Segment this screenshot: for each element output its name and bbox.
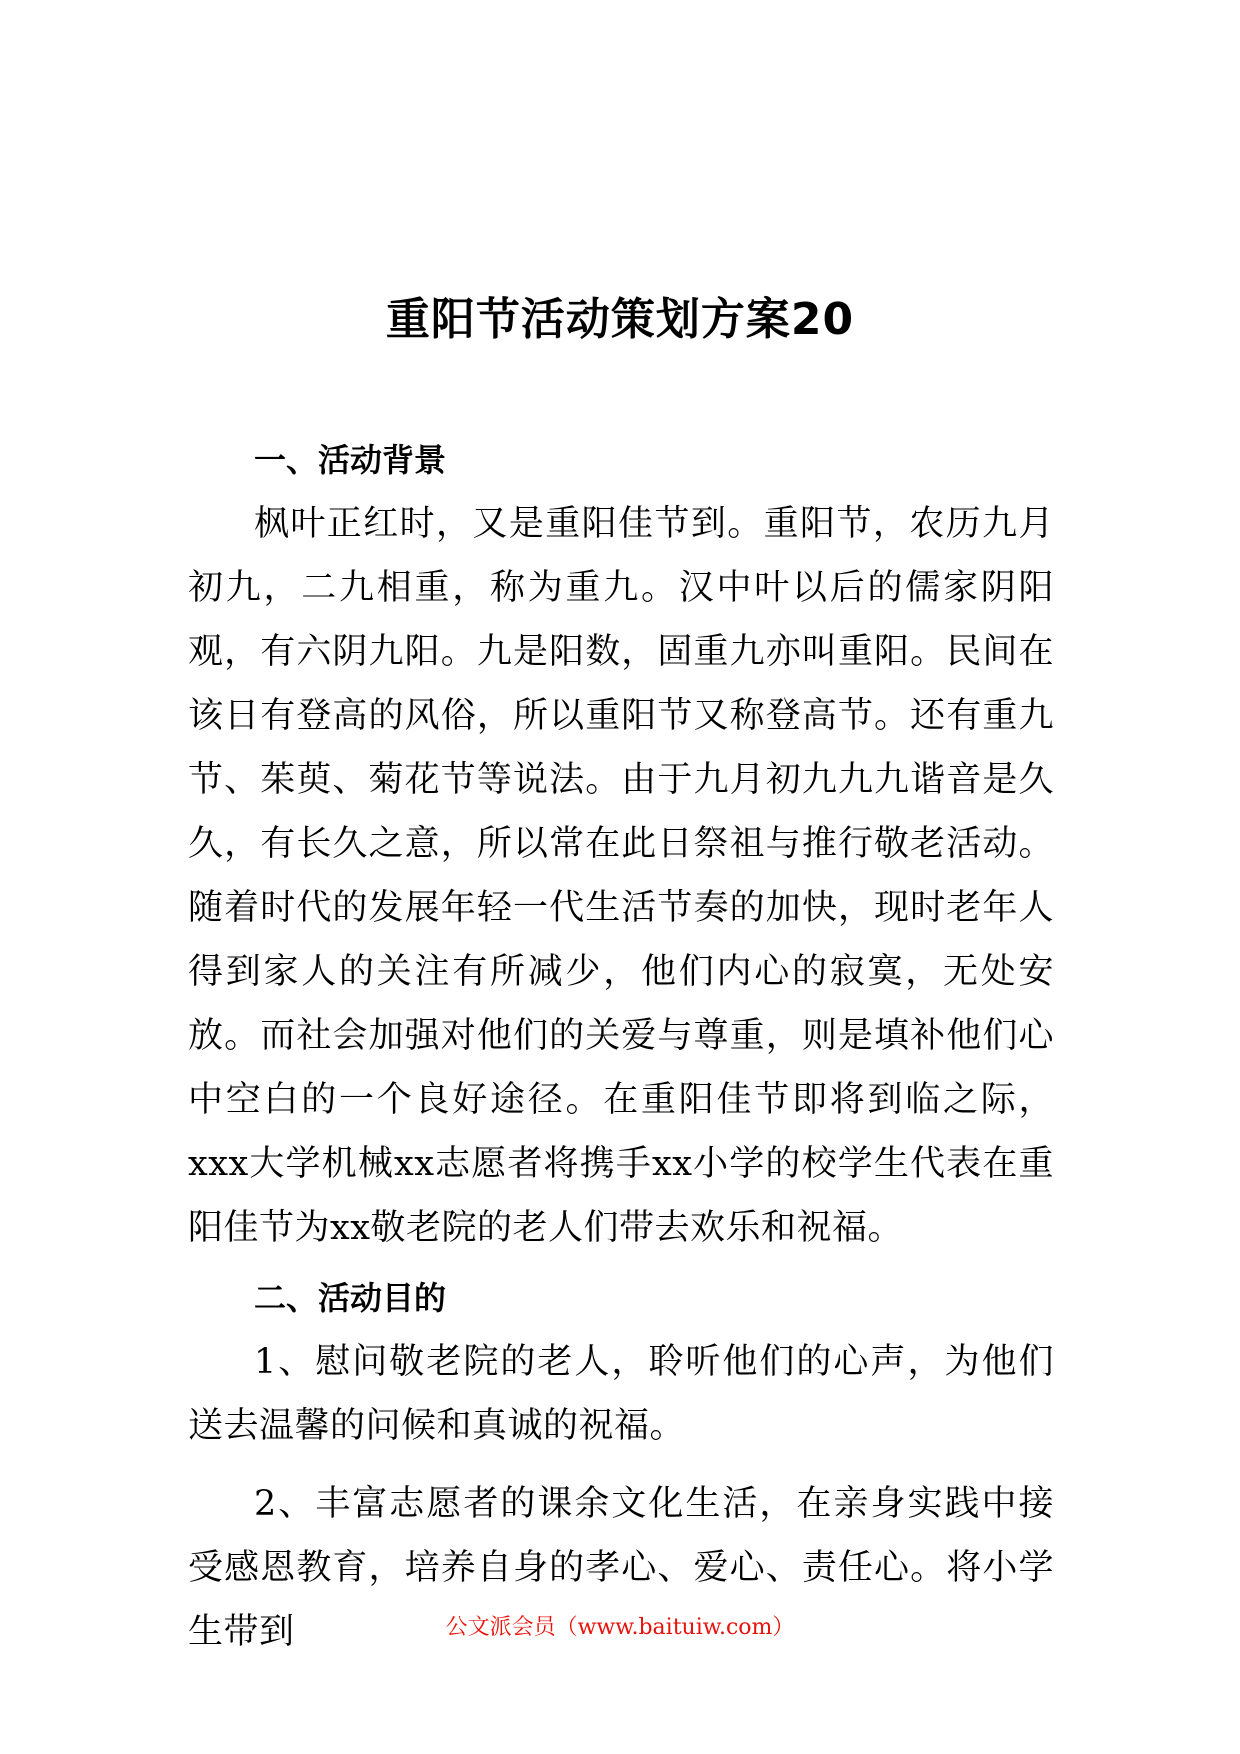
paragraph-purpose-1: 1、慰问敬老院的老人，聆听他们的心声，为他们送去温馨的问候和真诚的祝福。 (188, 1342, 1054, 1446)
footer-watermark: 公文派会员（www.baituiw.com） (445, 1615, 795, 1640)
paragraph-background: 枫叶正红时，又是重阳佳节到。重阳节，农历九月初九，二九相重，称为重九。汉中叶以后的儒家阴阳观，有六阴九阳。九是阳数，固重九亦叫重阳。民间在该日有登高的风俗，所以重阳节又称登高节。还有重九节、茱萸、菊花节等说法。由于九月初九九九谐音是久久，有长久之意，所以常在此日祭祖与推行敬老活动。随着时代的发展年轻一代生活节奏的加快，现时老年人得到家人的关注有所减少，他们内心的寂寞，无处安放。而社会加强对他们的关爱与尊重，则是填补他们心中空白的一个良好途径。在重阳佳节即将到临之际，xxx大学机械xx志愿者将携手xx小学的校学生代表在重阳佳节为xx敬老院的老人们带去欢乐和祝福。 (188, 504, 1054, 1248)
section-heading-purpose: 二、活动目的 (254, 1279, 447, 1317)
section-heading-background: 一、活动背景 (254, 441, 447, 479)
document-body (188, 428, 1054, 1664)
document-title: 重阳节活动策划方案20 (385, 294, 855, 345)
paragraph-purpose-2: 2、丰富志愿者的课余文化生活，在亲身实践中接受感恩教育，培养自身的孝心、爱心、责任心。将小学生带到 (188, 1484, 1054, 1652)
